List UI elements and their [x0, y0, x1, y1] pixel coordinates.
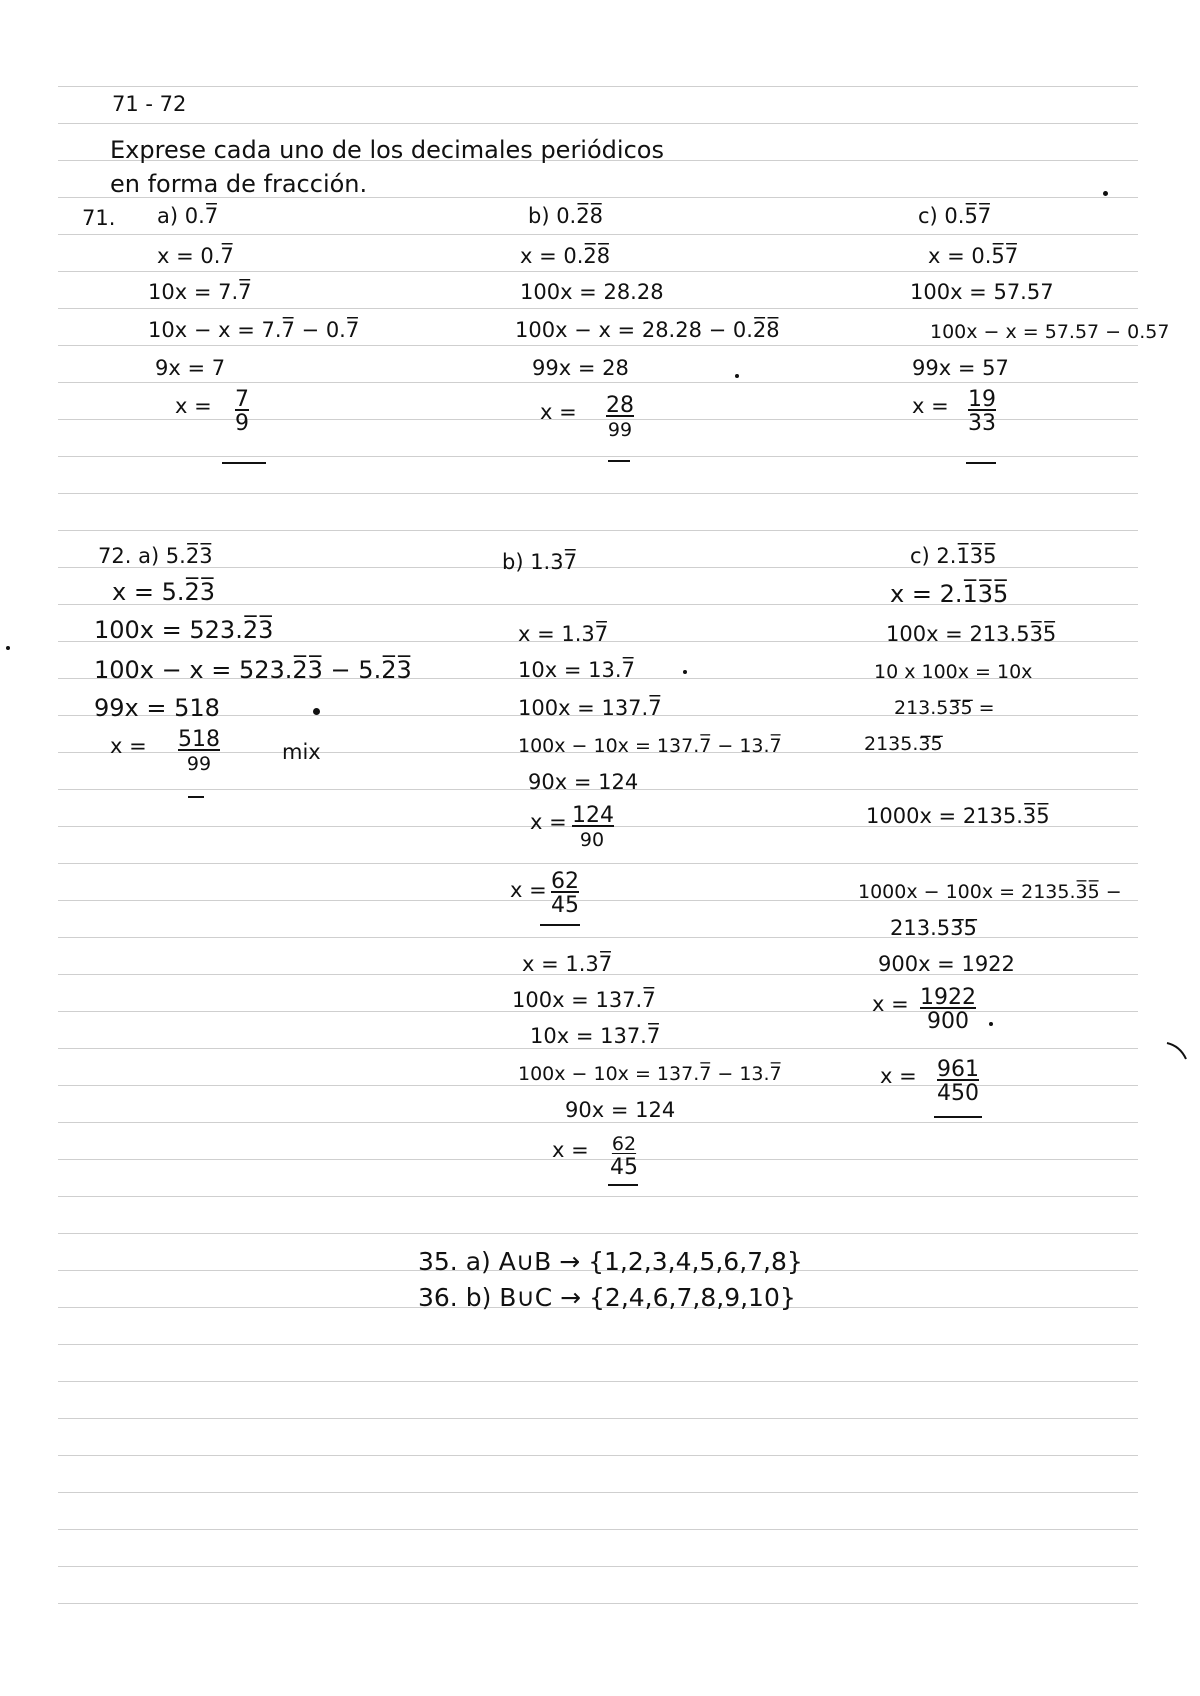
p71c-label: c) 0.5̅7̅ — [918, 204, 992, 228]
p71b-fraction — [598, 394, 642, 442]
ruled-line — [58, 308, 1138, 309]
stray-dot — [1103, 191, 1108, 196]
p71a-denominator: 9 — [235, 411, 249, 436]
p71a-line-3: 10x − x = 7.7̅ − 0.7̅ — [148, 318, 360, 342]
p71c-line-4: 99x = 57 — [912, 356, 1009, 380]
p72b-x2: x = — [510, 878, 547, 902]
stray-dot — [6, 646, 10, 650]
p72c-x1: x = — [872, 992, 909, 1016]
p72a-line-2: 100x = 523.2̅3̅ — [94, 616, 274, 644]
ruled-line — [58, 382, 1138, 383]
p72b-numerator-2: 62 — [551, 869, 579, 894]
ruled-line — [58, 234, 1138, 235]
p72a-numerator: 518 — [178, 727, 220, 752]
margin-stroke — [1164, 1038, 1190, 1064]
p72c-fraction-2 — [932, 1058, 984, 1106]
p72b-denominator-1: 90 — [579, 829, 605, 851]
ruled-line — [58, 493, 1138, 494]
p72a-x: x = — [110, 734, 147, 758]
p72b-redo-line-3: 10x = 137.7̅ — [530, 1024, 661, 1048]
p72b-line-4: 100x − 10x = 137.7̅ − 13.7̅ — [518, 735, 782, 757]
p71c-line-2: 100x = 57.57 — [910, 280, 1054, 304]
p72b-line-1: x = 1.37̅ — [518, 622, 609, 646]
ruled-line — [58, 1603, 1138, 1604]
p72b-x3: x = — [552, 1138, 589, 1162]
p72a-line-4: 99x = 518 — [94, 694, 220, 722]
p72a-label: 72. a) 5.2̅3̅ — [98, 544, 213, 568]
p72b-answer-underline-2 — [608, 1184, 638, 1186]
p71a-line-1: x = 0.7̅ — [157, 244, 234, 268]
p72c-line-3: 10 x 100x = 10x — [874, 661, 1033, 683]
p72b-numerator-3: 62 — [611, 1133, 637, 1155]
p72c-line-6: 1000x = 2135.3̅5̅ — [866, 804, 1050, 828]
ruled-line — [58, 530, 1138, 531]
p72b-denominator-2: 45 — [551, 893, 579, 918]
p71a-answer-underline — [222, 462, 266, 464]
p72b-redo-line-4: 100x − 10x = 137.7̅ − 13.7̅ — [518, 1063, 782, 1085]
p72b-fraction-3 — [606, 1132, 642, 1180]
p71c-denominator: 33 — [968, 411, 996, 436]
p71c-answer-underline — [966, 462, 996, 464]
p72c-line-4: 213.53̅5̅ = — [894, 697, 995, 719]
p72b-denominator-3: 45 — [610, 1155, 638, 1180]
p71b-line-4: 99x = 28 — [532, 356, 629, 380]
ruled-line — [58, 1381, 1138, 1382]
p72c-line-5: 2135.3̅5̅ — [864, 733, 943, 755]
p72c-denominator-1: 900 — [927, 1009, 969, 1034]
p72b-line-5: 90x = 124 — [528, 770, 639, 794]
ruled-line — [58, 1233, 1138, 1234]
p72c-fraction-1 — [920, 986, 976, 1034]
p72a-answer-underline — [188, 796, 204, 798]
p72a-fraction — [176, 728, 222, 776]
p71b-label: b) 0.2̅8̅ — [528, 204, 603, 228]
p72c-line-2: 100x = 213.53̅5̅ — [886, 622, 1057, 646]
p72c-numerator-1: 1922 — [920, 985, 976, 1010]
stray-dot — [989, 1022, 993, 1026]
stray-dot — [313, 708, 320, 715]
p71a-line-4: 9x = 7 — [155, 356, 226, 380]
p72b-x1: x = — [530, 810, 567, 834]
p71b-line-2: 100x = 28.28 — [520, 280, 664, 304]
p71b-line-3: 100x − x = 28.28 − 0.2̅8̅ — [515, 318, 780, 342]
stray-dot — [683, 670, 687, 674]
stray-dot — [735, 374, 739, 378]
p71a-line-2: 10x = 7.7̅ — [148, 280, 252, 304]
p71b-numerator: 28 — [606, 393, 634, 418]
ruled-line — [58, 863, 1138, 864]
p72c-label: c) 2.1̅3̅5̅ — [910, 544, 997, 568]
p72c-line-7: 1000x − 100x = 2135.3̅5̅ − — [858, 881, 1122, 903]
p72b-answer-underline-1 — [540, 924, 580, 926]
p72c-denominator-2: 450 — [937, 1081, 979, 1106]
set-union-line-2: 36. b) B∪C → {2,4,6,7,8,9,10} — [418, 1283, 796, 1312]
ruled-line — [58, 1566, 1138, 1567]
instruction-line-2: en forma de fracción. — [110, 170, 368, 198]
ruled-line — [58, 1159, 1138, 1160]
p71c-fraction — [960, 388, 1004, 436]
p71c-numerator: 19 — [968, 387, 996, 412]
ruled-line — [58, 123, 1138, 124]
problem-71-number: 71. — [82, 206, 116, 230]
p71a-fraction — [222, 388, 262, 436]
p72b-fraction-2 — [546, 870, 584, 918]
p71a-x: x = — [175, 394, 212, 418]
ruled-line — [58, 1455, 1138, 1456]
ruled-line — [58, 456, 1138, 457]
p71b-answer-underline — [608, 460, 630, 462]
p72b-line-2: 10x = 13.7̅ — [518, 658, 635, 682]
p72c-line-8: 213.53̅5̅ — [890, 916, 977, 940]
p71b-line-1: x = 0.2̅8̅ — [520, 244, 611, 268]
p72c-line-1: x = 2.1̅3̅5̅ — [890, 580, 1009, 608]
p71c-line-3: 100x − x = 57.57 − 0.57 — [930, 321, 1170, 343]
p72b-redo-line-5: 90x = 124 — [565, 1098, 676, 1122]
p71b-x: x = — [540, 400, 577, 424]
p72c-answer-underline — [934, 1116, 982, 1118]
p71a-label: a) 0.7̅ — [157, 204, 219, 228]
p72b-numerator-1: 124 — [572, 803, 614, 828]
ruled-line — [58, 86, 1138, 87]
p72a-note: mix — [282, 740, 321, 764]
ruled-line — [58, 1418, 1138, 1419]
p72b-redo-line-2: 100x = 137.7̅ — [512, 988, 656, 1012]
set-union-line-1: 35. a) A∪B → {1,2,3,4,5,6,7,8} — [418, 1247, 803, 1276]
p72a-line-1: x = 5.2̅3̅ — [112, 578, 216, 606]
p71c-line-1: x = 0.5̅7̅ — [928, 244, 1019, 268]
ruled-line — [58, 1492, 1138, 1493]
p72b-line-3: 100x = 137.7̅ — [518, 696, 662, 720]
p72a-line-3: 100x − x = 523.2̅3̅ − 5.2̅3̅ — [94, 656, 412, 684]
p72c-x2: x = — [880, 1064, 917, 1088]
ruled-line — [58, 271, 1138, 272]
problem-range: 71 - 72 — [112, 92, 187, 116]
p71c-x: x = — [912, 394, 949, 418]
p72b-redo-line-1: x = 1.37̅ — [522, 952, 613, 976]
p72c-line-9: 900x = 1922 — [878, 952, 1015, 976]
p71a-numerator: 7 — [235, 387, 249, 412]
ruled-line — [58, 1196, 1138, 1197]
p72a-denominator: 99 — [186, 753, 212, 775]
p71b-denominator: 99 — [607, 419, 633, 441]
instruction-line-1: Exprese cada uno de los decimales periódicos — [110, 136, 664, 164]
p72b-label: b) 1.37̅ — [502, 550, 577, 574]
p72c-numerator-2: 961 — [937, 1057, 979, 1082]
ruled-line — [58, 1529, 1138, 1530]
ruled-line — [58, 1344, 1138, 1345]
p72b-fraction-1 — [572, 804, 612, 852]
